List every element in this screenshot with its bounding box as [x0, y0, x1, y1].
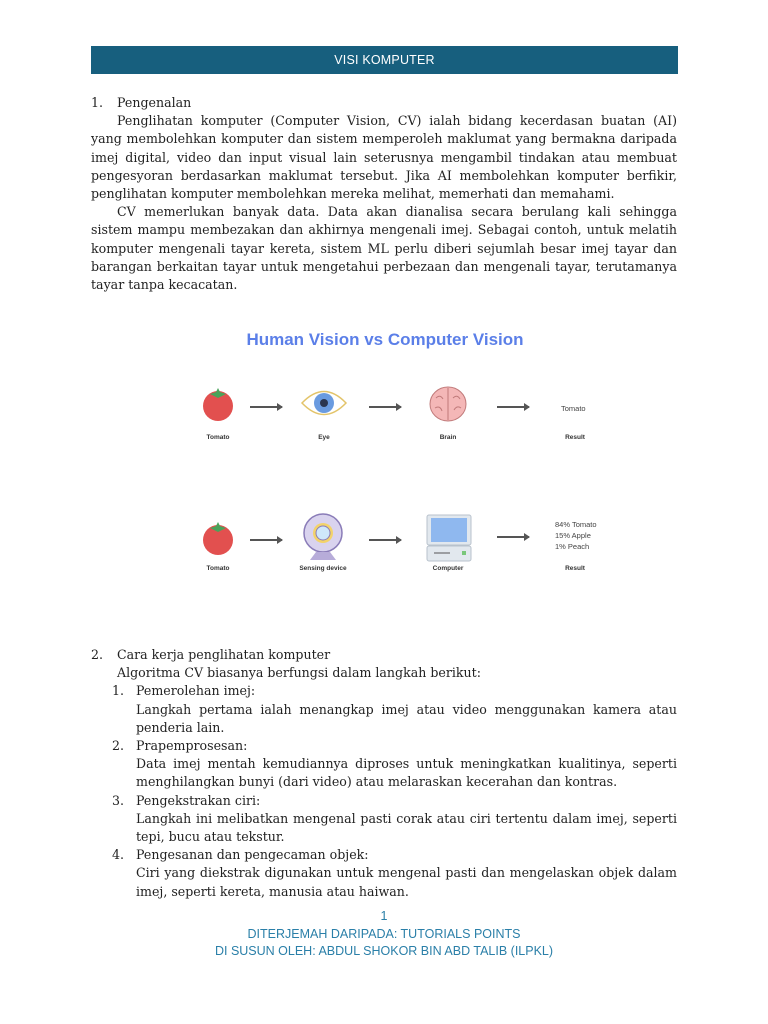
step-number: 3.	[112, 792, 125, 808]
section-introduction	[91, 94, 677, 294]
step-title: Pengekstrakan ciri:	[136, 792, 261, 808]
result-line: 84% Tomato	[555, 520, 597, 529]
arrow-icon	[369, 539, 401, 541]
webcam-icon	[302, 512, 344, 562]
arrow-icon	[250, 406, 282, 408]
human-result-text: Tomato	[561, 404, 586, 413]
footer-translation-credit: DITERJEMAH DARIPADA: TUTORIALS POINTS	[247, 926, 521, 941]
step-item	[112, 792, 677, 847]
result-line: 15% Apple	[555, 531, 591, 540]
page-header-banner	[91, 46, 678, 74]
step-title: Pemerolehan imej:	[136, 683, 256, 699]
section-number: 1.	[91, 95, 104, 110]
step-item	[112, 682, 677, 737]
step-text: Langkah ini melibatkan mengenal pasti corak atau ciri tertentu dalam imej, seperti tepi, bucu atau tekstur.	[136, 810, 677, 845]
section-how-it-works	[91, 646, 677, 901]
brain-icon	[428, 384, 468, 424]
step-text: Ciri yang diekstrak digunakan untuk mengenal pasti dan mengelaskan objek dalam imej, seperti kereta, manusia atau haiwan.	[136, 865, 677, 899]
arrow-icon	[250, 539, 282, 541]
paragraph: CV memerlukan banyak data. Data akan dianalisa secara berulang kali sehingga sistem mampu membezakan dan akhirnya mengenali imej. Sebagai contoh, untuk melatih komputer mengenali tayar kereta, sistem ML perlu diberi sejumlah besar imej tayar dan barangan berkaitan tayar untuk mengetahui perbezaan dan mengenali tayar, terutamanya tayar tanpa kecacatan.	[91, 204, 677, 293]
arrow-icon	[369, 406, 401, 408]
step-text: Langkah pertama ialah menangkap imej atau video menggunakan kamera atau penderia lain.	[136, 701, 677, 735]
human-vs-computer-vision-figure	[180, 320, 620, 590]
label-result: Result	[565, 565, 585, 572]
label-tomato: Tomato	[206, 434, 230, 441]
result-line: 1% Peach	[555, 542, 590, 551]
page-footer	[91, 908, 677, 961]
step-item	[112, 737, 677, 792]
step-number: 1.	[112, 683, 125, 699]
label-eye: Eye	[318, 434, 330, 441]
label-brain: Brain	[439, 434, 457, 441]
label-tomato: Tomato	[206, 565, 230, 572]
step-number: 2.	[112, 738, 125, 754]
eye-icon	[300, 386, 348, 420]
label-computer: Computer	[432, 565, 464, 572]
step-item	[112, 846, 677, 901]
step-number: 4.	[112, 847, 125, 863]
page-title: VISI KOMPUTER	[334, 53, 435, 67]
label-sensing-device: Sensing device	[299, 565, 347, 572]
steps-list	[91, 682, 677, 900]
step-title: Pengesanan dan pengecaman objek:	[136, 847, 369, 863]
footer-author-credit: DI SUSUN OLEH: ABDUL SHOKOR BIN ABD TALIB (ILPKL)	[214, 944, 554, 958]
label-result: Result	[565, 434, 585, 441]
section-number: 2.	[91, 647, 104, 662]
tomato-icon	[200, 520, 236, 556]
section-heading: Pengenalan	[117, 95, 192, 110]
section-heading: Cara kerja penglihatan komputer	[117, 647, 331, 662]
figure-title: Human Vision vs Computer Vision	[246, 330, 524, 349]
step-title: Prapemprosesan:	[136, 738, 248, 754]
page-number: 1	[380, 909, 388, 923]
paragraph: Penglihatan komputer (Computer Vision, CV) ialah bidang kecerdasan buatan (AI) yang membolehkan komputer dan sistem memperoleh maklumat yang bermakna daripada imej digital, video dan input visual lain seterusnya mengambil tindakan atau membuat pengesyoran berdasarkan maklumat tersebut. Jika AI membolehkan komputer berfikir, penglihatan komputer membolehkan mereka melihat, memerhati dan memahami.	[91, 113, 677, 202]
computer-icon	[426, 514, 472, 562]
step-text: Data imej mentah kemudiannya diproses untuk meningkatkan kualitinya, seperti menghilangkan bunyi (dari video) atau melaraskan kecerahan dan kontras.	[136, 756, 677, 790]
arrow-icon	[497, 406, 529, 408]
section-intro: Algoritma CV biasanya berfungsi dalam langkah berikut:	[117, 665, 481, 681]
arrow-icon	[497, 536, 529, 538]
computer-results	[555, 519, 597, 552]
tomato-icon	[200, 386, 236, 422]
